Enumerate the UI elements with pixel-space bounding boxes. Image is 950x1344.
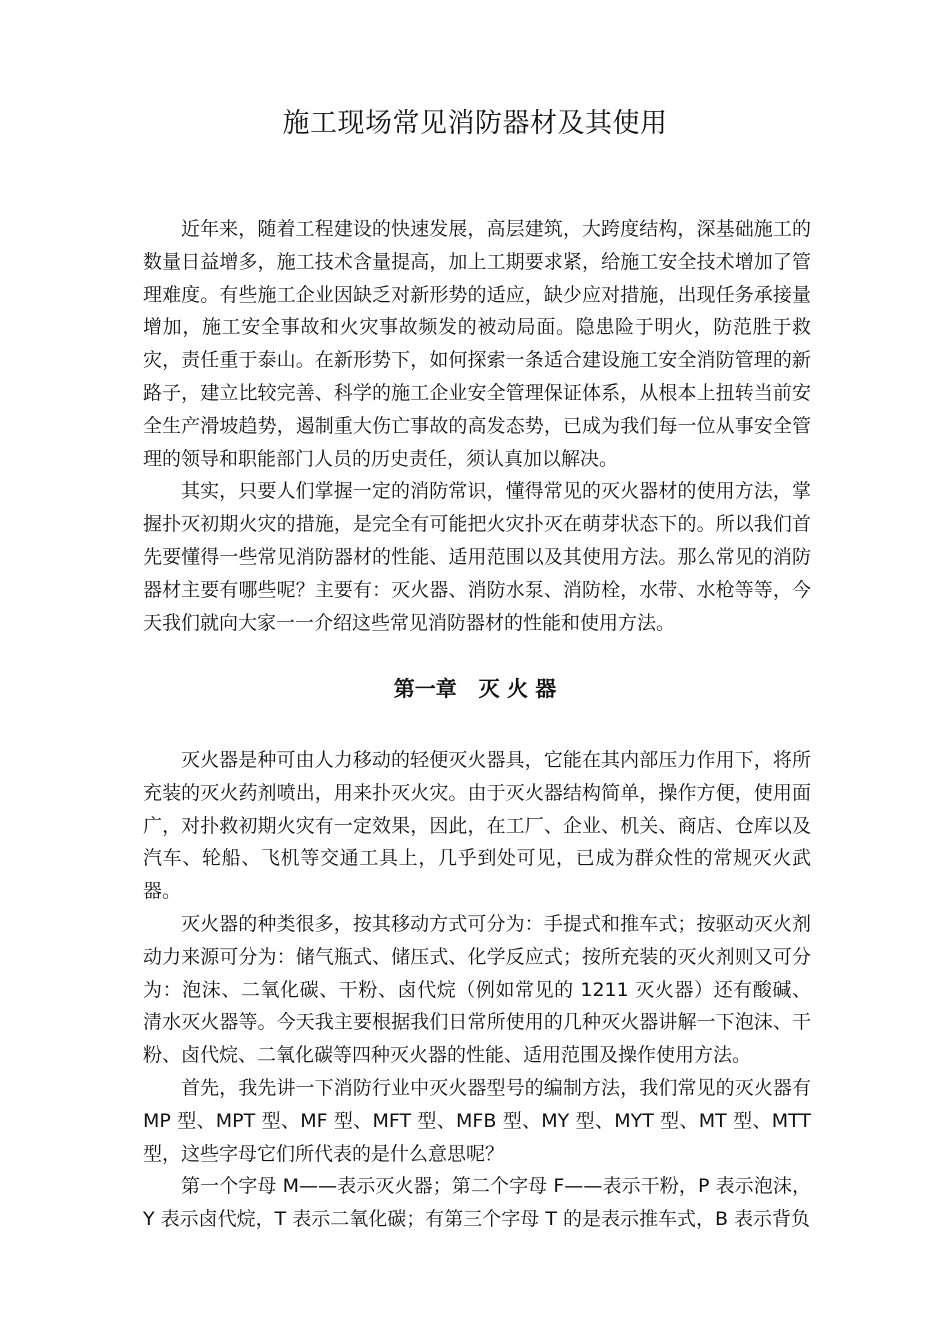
chapter-paragraph: 首先，我先讲一下消防行业中灭火器型号的编制方法，我们常见的灭火器有 MP 型、MPT 型、MF 型、MFT 型、MFB 型、MY 型、MYT 型、MT 型、MTT 型，这些字母它们所代表的是什么意思呢？ (143, 1076, 811, 1165)
document-title: 施工现场常见消防器材及其使用 (282, 108, 668, 139)
chapter-paragraph: 第一个字母 M——表示灭火器；第二个字母 F——表示干粉，P 表示泡沫，Y 表示卤代烷，T 表示二氧化碳；有第三个字母 T 的是表示推车式，B 表示背负 (143, 1175, 811, 1231)
intro-section (143, 213, 811, 639)
chapter-paragraph: 灭火器是种可由人力移动的轻便灭火器具，它能在其内部压力作用下，将所充装的灭火药剂喷出，用来扑灭火灾。由于灭火器结构简单，操作方便，使用面广，对扑救初期火灾有一定效果，因此，在工厂、企业、机关、商店、仓库以及汽车、轮船、飞机等交通工具上，几乎到处可见，已成为群众性的常规灭火武器。 (143, 749, 811, 903)
intro-paragraph: 其实，只要人们掌握一定的消防常识，懂得常见的灭火器材的使用方法，掌握扑灭初期火灾的措施，是完全有可能把火灾扑灭在萌芽状态下的。所以我们首先要懂得一些常见消防器材的性能、适用范围以及其使用方法。那么常见的消防器材主要有哪些呢？主要有：灭火器、消防水泵、消防栓，水带、水枪等等，今天我们就向大家一一介绍这些常见消防器材的性能和使用方法。 (143, 480, 811, 634)
chapter-paragraph: 灭火器的种类很多，按其移动方式可分为：手提式和推车式；按驱动灭火剂动力来源可分为：储气瓶式、储压式、化学反应式；按所充装的灭火剂则又可分为：泡沫、二氧化碳、干粉、卤代烷（例如常见的 1211 灭火器）还有酸碱、清水灭火器等。今天我主要根据我们日常所使用的几种灭火器讲解一下泡沫、干粉、卤代烷、二氧化碳等四种灭火器的性能、适用范围及操作使用方法。 (143, 912, 811, 1067)
intro-paragraph: 近年来，随着工程建设的快速发展，高层建筑，大跨度结构，深基础施工的数量日益增多，施工技术含量提高，加上工期要求紧，给施工安全技术增加了管理难度。有些施工企业因缺乏对新形势的适应，缺少应对措施，出现任务承接量增加，施工安全事故和火灾事故频发的被动局面。隐患险于明火，防范胜于救灾，责任重于泰山。在新形势下，如何探索一条适合建设施工安全消防管理的新路子，建立比较完善、科学的施工企业安全管理保证体系，从根本上扭转当前安全生产滑坡趋势，遏制重大伤亡事故的高发态势，已成为我们每一位从事安全管理的领导和职能部门人员的历史责任，须认真加以解决。 (143, 218, 811, 470)
chapter-heading: 第一章 灭 火 器 (393, 677, 557, 701)
chapter-section (143, 744, 811, 1236)
